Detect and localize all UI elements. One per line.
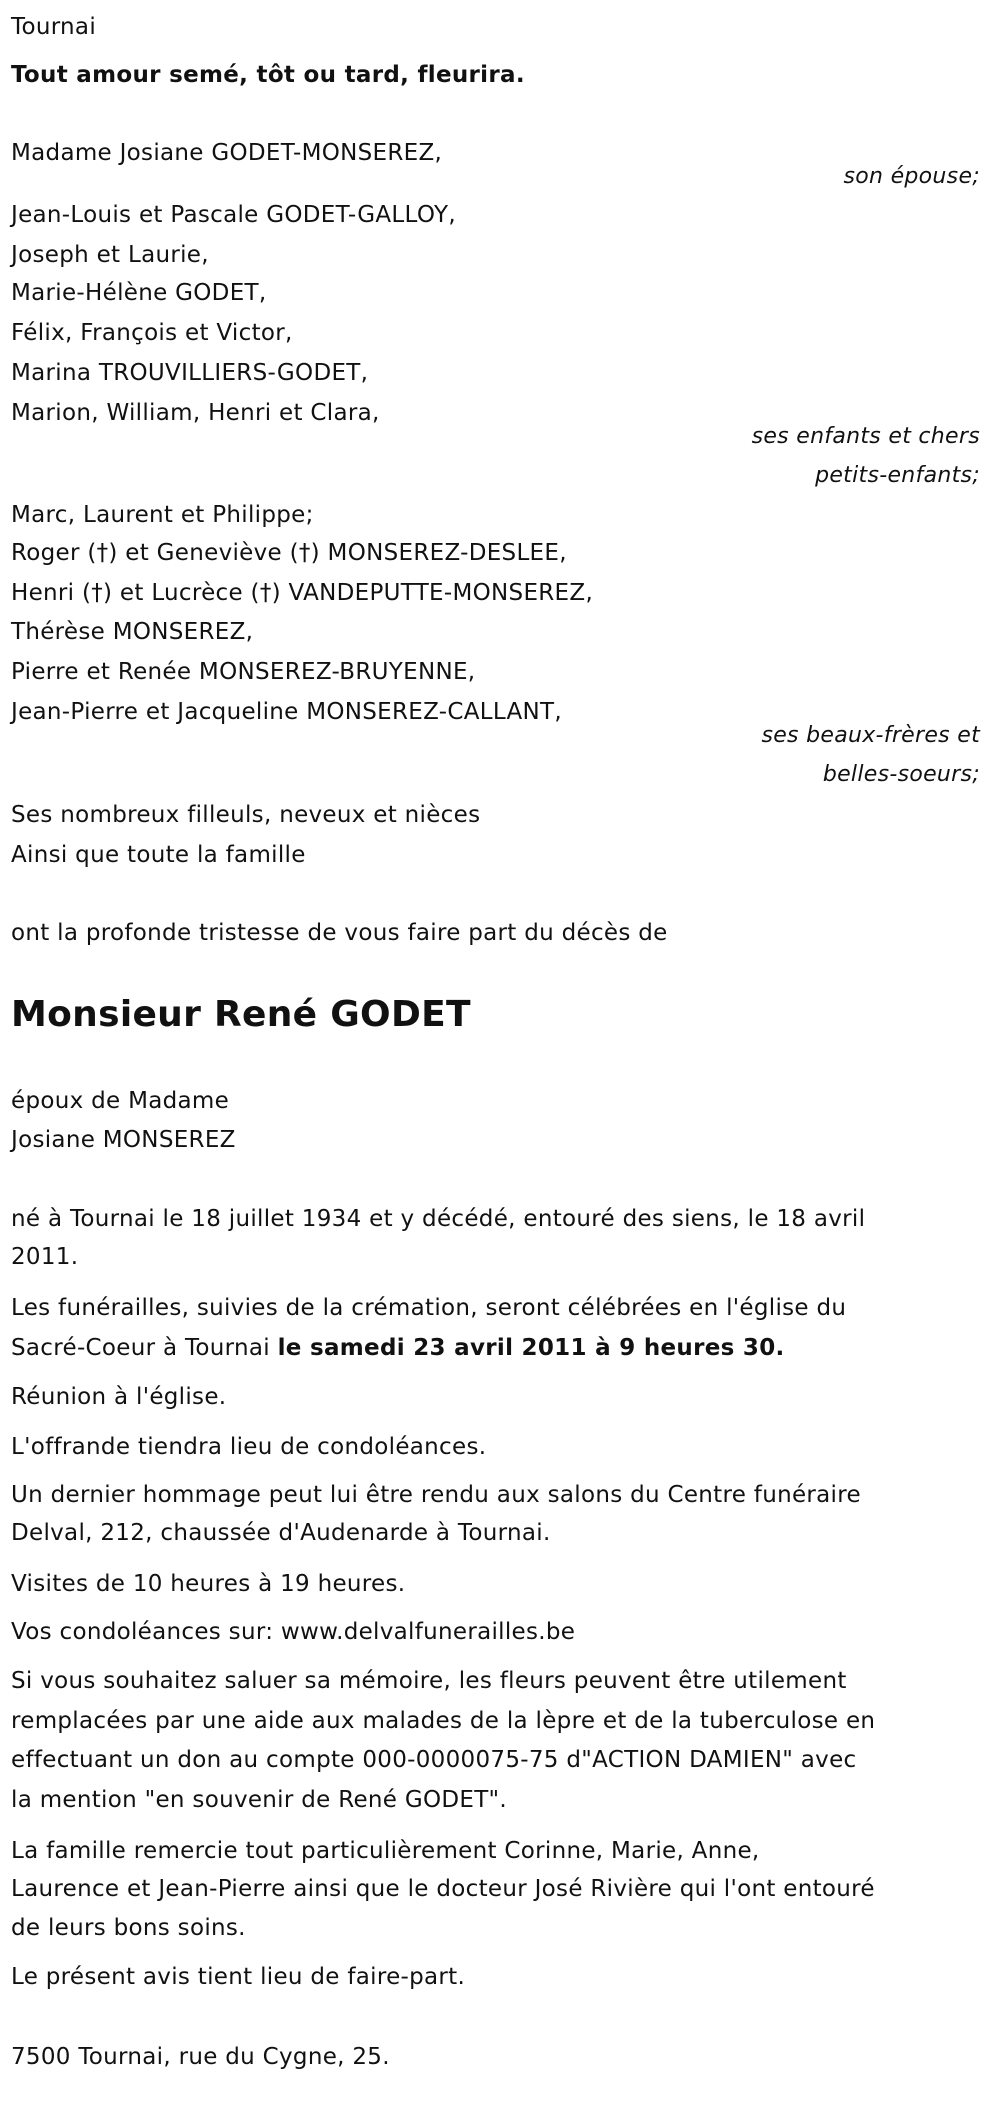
funeral-line [11, 1328, 785, 1368]
others-line: Ses nombreux filleuls, neveux et nièces [11, 802, 481, 828]
spouse-name: Madame Josiane GODET-MONSEREZ, [11, 140, 443, 166]
in-laws-role: belles-soeurs; [822, 762, 980, 787]
deceased-name: Monsieur René GODET [11, 994, 471, 1035]
others-line: Ainsi que toute la famille [11, 842, 306, 868]
condolences-label: Vos condoléances sur: [11, 1619, 281, 1645]
homage-line: Un dernier hommage peut lui être rendu aux salons du Centre funéraire [11, 1482, 861, 1508]
child-line: Marie-Hélène GODET, [11, 280, 267, 306]
funeral-line: Les funérailles, suivies de la crémation, seront célébrées en l'église du [11, 1295, 847, 1321]
child-line: Félix, François et Victor, [11, 320, 293, 346]
in-laws-role: ses beaux-frères et [761, 723, 980, 748]
child-line: Jean-Louis et Pascale GODET-GALLOY, [11, 202, 456, 228]
visits: Visites de 10 heures à 19 heures. [11, 1571, 406, 1597]
place: Tournai [11, 14, 97, 40]
children-role: petits-enfants; [815, 463, 980, 488]
birth-line: né à Tournai le 18 juillet 1934 et y décédé, entouré des siens, le 18 avril [11, 1206, 866, 1232]
announcement: ont la profonde tristesse de vous faire part du décès de [11, 920, 668, 946]
address: 7500 Tournai, rue du Cygne, 25. [11, 2044, 390, 2070]
flowers-line: effectuant un don au compte 000-0000075-75 d"ACTION DAMIEN" avec [11, 1747, 857, 1773]
spouse-role: son épouse; [843, 164, 980, 189]
condolences [11, 1612, 575, 1652]
flowers-line: la mention "en souvenir de René GODET". [11, 1787, 508, 1813]
flowers-line: Si vous souhaitez saluer sa mémoire, les fleurs peuvent être utilement [11, 1668, 847, 1694]
spouse-of: époux de Madame [11, 1088, 230, 1114]
meeting: Réunion à l'église. [11, 1384, 227, 1410]
funeral-location: Sacré-Coeur à Tournai [11, 1335, 278, 1361]
thanks-line: La famille remercie tout particulièrement Corinne, Marie, Anne, [11, 1838, 760, 1864]
birth-line: 2011. [11, 1244, 79, 1270]
condolences-link[interactable]: www.delvalfunerailles.be [280, 1619, 576, 1645]
in-law-line: Marc, Laurent et Philippe; [11, 502, 314, 528]
flowers-line: remplacées par une aide aux malades de la lèpre et de la tuberculose en [11, 1708, 876, 1734]
motto: Tout amour semé, tôt ou tard, fleurira. [11, 62, 525, 88]
funeral-date: le samedi 23 avril 2011 à 9 heures 30. [277, 1335, 785, 1361]
in-law-line: Henri (†) et Lucrèce (†) VANDEPUTTE-MONSEREZ, [11, 580, 594, 606]
thanks-line: Laurence et Jean-Pierre ainsi que le docteur José Rivière qui l'ont entouré [11, 1876, 875, 1902]
child-line: Marina TROUVILLIERS-GODET, [11, 360, 369, 386]
notice: Le présent avis tient lieu de faire-part. [11, 1964, 466, 1990]
children-role: ses enfants et chers [751, 424, 980, 449]
thanks-line: de leurs bons soins. [11, 1915, 246, 1941]
offering: L'offrande tiendra lieu de condoléances. [11, 1434, 487, 1460]
homage-line: Delval, 212, chaussée d'Audenarde à Tournai. [11, 1520, 551, 1546]
in-law-line: Thérèse MONSEREZ, [11, 619, 254, 645]
child-line: Marion, William, Henri et Clara, [11, 400, 380, 426]
spouse-of: Josiane MONSEREZ [11, 1127, 236, 1153]
in-law-line: Jean-Pierre et Jacqueline MONSEREZ-CALLANT, [11, 699, 563, 725]
child-line: Joseph et Laurie, [11, 242, 209, 268]
in-law-line: Roger (†) et Geneviève (†) MONSEREZ-DESLEE, [11, 540, 567, 566]
in-law-line: Pierre et Renée MONSEREZ-BRUYENNE, [11, 659, 476, 685]
